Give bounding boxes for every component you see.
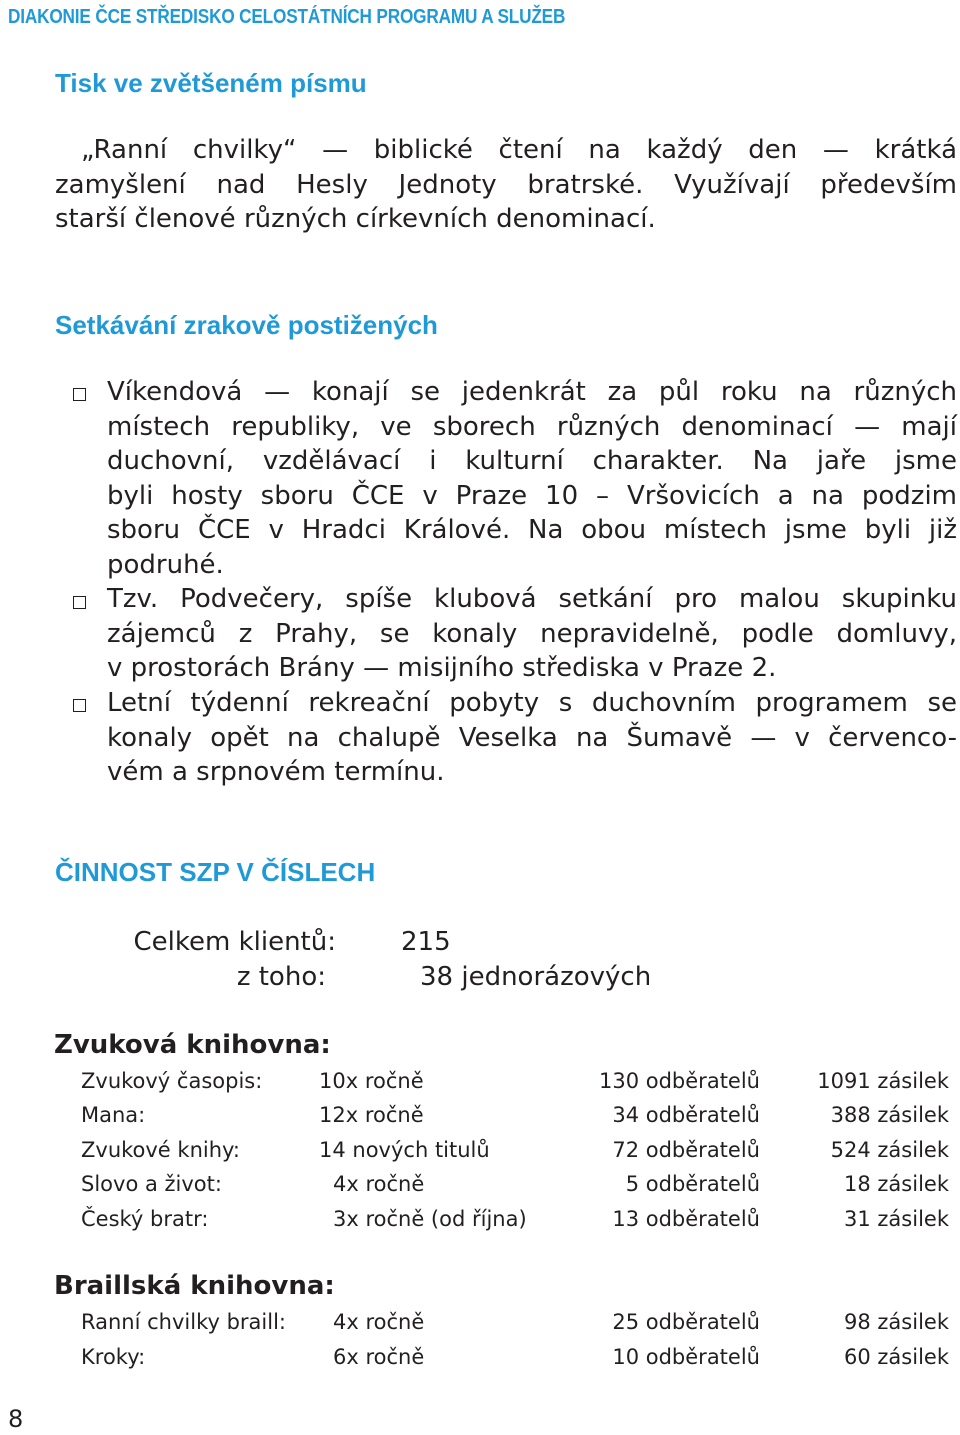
row-subscribers: 5 odběratelů	[625, 1172, 760, 1196]
row-frequency: 3x ročně (od října)	[333, 1207, 527, 1231]
table-row	[0, 1207, 960, 1237]
row-shipments: 1091 zásilek	[817, 1069, 949, 1093]
paragraph-line: Víkendová — konají se jedenkrát za půl roku na různých	[107, 377, 957, 407]
table-row	[0, 1345, 960, 1375]
row-subscribers: 13 odběratelů	[612, 1207, 760, 1231]
row-shipments: 388 zásilek	[830, 1103, 949, 1127]
row-frequency: 4x ročně	[333, 1172, 425, 1196]
of-which-value: 38 jednorázových	[420, 962, 652, 992]
row-frequency: 4x ročně	[333, 1310, 425, 1334]
page-number: 8	[8, 1405, 24, 1433]
row-frequency: 6x ročně	[333, 1345, 425, 1369]
paragraph-line: duchovní, vzdělávací i kulturní charakter. Na jaře jsme	[107, 446, 957, 476]
row-shipments: 98 zásilek	[844, 1310, 949, 1334]
meeting-item-weekend	[107, 375, 957, 582]
section-heading-stats: ČINNOST SZP V ČÍSLECH	[55, 857, 376, 887]
row-name: Slovo a život:	[81, 1172, 222, 1196]
large-print-paragraph	[55, 133, 957, 237]
row-name: Český bratr:	[81, 1207, 209, 1231]
row-shipments: 31 zásilek	[844, 1207, 949, 1231]
paragraph-line: byli hosty sboru ČCE v Praze 10 – Vršovicích a na podzim	[107, 480, 957, 511]
paragraph-line: konaly opět na chalupě Veselka na Šumavě — v červenco-	[107, 722, 957, 753]
paragraph-line: zamyšlení nad Hesly Jednoty bratrské. Využívají především	[55, 169, 957, 200]
row-subscribers: 72 odběratelů	[612, 1138, 760, 1162]
table-row	[0, 1103, 960, 1133]
paragraph-line: sboru ČCE v Hradci Králové. Na obou místech jsme byli již	[107, 515, 957, 545]
row-name: Kroky:	[81, 1345, 146, 1369]
table-row	[0, 1310, 960, 1340]
paragraph-line: Tzv. Podvečery, spíše klubová setkání pro malou skupinku	[107, 584, 957, 614]
meeting-item-evenings	[107, 582, 957, 686]
table-row	[0, 1069, 960, 1099]
row-subscribers: 10 odběratelů	[612, 1345, 760, 1369]
total-clients-value: 215	[401, 927, 451, 957]
row-frequency: 10x ročně	[319, 1069, 424, 1093]
row-shipments: 60 zásilek	[844, 1345, 949, 1369]
paragraph-line: Letní týdenní rekreační pobyty s duchovním programem se	[107, 688, 957, 718]
bullet-checkbox-icon	[73, 596, 86, 609]
row-frequency: 14 nových titulů	[319, 1138, 490, 1162]
row-shipments: 524 zásilek	[830, 1138, 949, 1162]
section-heading-meetings: Setkávání zrakově postižených	[55, 310, 438, 340]
row-subscribers: 25 odběratelů	[612, 1310, 760, 1334]
audio-library-heading: Zvuková knihovna:	[54, 1030, 331, 1060]
row-name: Zvukový časopis:	[81, 1069, 263, 1093]
meeting-item-summer	[107, 686, 957, 790]
row-name: Ranní chvilky braill:	[81, 1310, 287, 1334]
row-name: Zvukové knihy:	[81, 1138, 240, 1162]
paragraph-line: zájemců z Prahy, se konaly nepravidelně, podle domluvy,	[107, 618, 957, 649]
bullet-checkbox-icon	[73, 388, 86, 401]
total-clients-label: Celkem klientů:	[133, 927, 336, 957]
row-frequency: 12x ročně	[319, 1103, 424, 1127]
section-heading-large-print: Tisk ve zvětšeném písmu	[55, 68, 367, 98]
of-which-label: z toho:	[236, 962, 326, 992]
paragraph-line: vém a srpnovém termínu.	[107, 757, 445, 787]
braille-library-heading: Braillská knihovna:	[54, 1271, 335, 1301]
table-row	[0, 1138, 960, 1168]
table-row	[0, 1172, 960, 1202]
paragraph-line: místech republiky, ve sborech různých denominací — mají	[107, 411, 957, 442]
paragraph-line: podruhé.	[107, 549, 224, 580]
row-shipments: 18 zásilek	[844, 1172, 949, 1196]
row-subscribers: 130 odběratelů	[599, 1069, 760, 1093]
paragraph-line: starší členové různých církevních denominací.	[55, 204, 656, 234]
row-subscribers: 34 odběratelů	[612, 1103, 760, 1127]
running-head: DIAKONIE ČCE STŘEDISKO CELOSTÁTNÍCH PROGRAMU A SLUŽEB	[8, 6, 566, 28]
paragraph-line: „Ranní chvilky“ — biblické čtení na každý den — krátká	[81, 135, 957, 165]
row-name: Mana:	[81, 1103, 146, 1127]
bullet-checkbox-icon	[73, 699, 86, 712]
paragraph-line: v prostorách Brány — misijního střediska v Praze 2.	[107, 653, 777, 683]
